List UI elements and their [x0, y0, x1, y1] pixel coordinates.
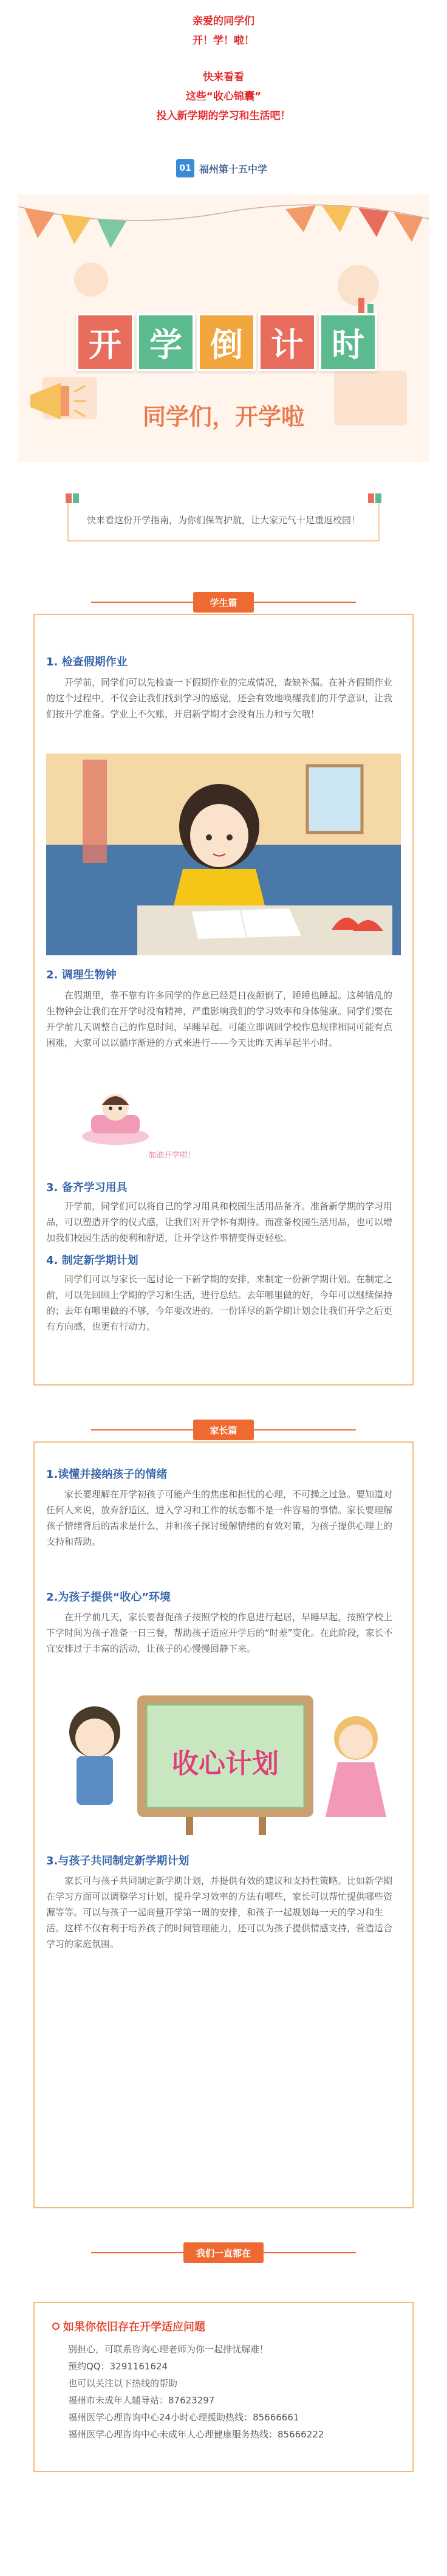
intro-text: 快来看这份开学指南，为你们保驾护航，让大家元气十足重返校园！ [86, 515, 360, 526]
board-text: 收心计划 [172, 1748, 279, 1779]
bullet-icon [52, 2323, 60, 2330]
contact-line: 别担心，可联系咨询心理老师为你一起排忧解难！ [68, 2344, 269, 2355]
countdown-tile: 计 [258, 313, 316, 371]
heading-accept-emotions: 1.读懂并接纳孩子的情绪 [46, 1468, 168, 1481]
contact-line: 也可以关注以下热线的帮助 [68, 2378, 178, 2389]
intro-cheer: 开！学！啦！ [193, 35, 254, 47]
school-name: 福州第十五中学 [199, 163, 268, 175]
school-tag [176, 159, 267, 177]
sticker-caption: 加油开学啦！ [148, 1151, 196, 1160]
intro-look: 快来看看 [203, 71, 244, 83]
sticker-illustration [73, 1088, 164, 1149]
school-number: 01 [176, 159, 194, 177]
contact-hotline[interactable]: 福州医学心理咨询中心未成年人心理健康服务热线：85666222 [68, 2429, 324, 2440]
intro-invite: 投入新学期的学习和生活吧！ [156, 110, 291, 122]
paragraph-body-clock: 在假期里，靠不靠有许多同学的作息已经是日夜颠倒了，睡睡也睡起。这种错乱的生物钟会让我们在开学时没有精神，严重影响我们的学习效率和身体健康。同学们要在开学前几天调整自己的作息时间，早睡早起。可能立即调回学校作息规律相同可能有点困难，大家可以以循序渐进的方式来进行——今天比昨天再早起半小时。 [46, 990, 393, 1048]
section-tag-student: 学生篇 [193, 592, 254, 613]
contact-hotline[interactable]: 福州市未成年人辅导站：87623297 [68, 2395, 215, 2406]
section-tag-parent: 家长篇 [193, 1420, 254, 1440]
contact-question: 如果你依旧存在开学适应问题 [63, 2321, 205, 2334]
countdown-tile: 倒 [197, 313, 256, 371]
paragraph-accept-emotions: 家长要理解在开学初孩子可能产生的焦虑和担忧的心理，不可操之过急。要知道对任何人来说，放弃舒适区，进入学习和工作的状态都不是一件容易的事情。家长要理解孩子情绪背后的需求是什么，并和孩子探讨缓解情绪的有效对策，为孩子提供心理上的支持和帮助。 [46, 1489, 393, 1547]
paragraph-school-supplies: 开学前，同学们可以将自己的学习用具和校园生活用品备齐。准备新学期的学习用品，可以塑造开学的仪式感，让我们对开学怀有期待。而准备校园生活用品，也可以增加我们校园生活的便利和舒适，让开学这件事情变得更轻松。 [46, 1201, 393, 1243]
contact-hotline[interactable]: 福州医学心理咨询中心24小时心理援助热线：85666661 [68, 2412, 299, 2423]
paragraph-check-homework: 开学前，同学们可以先检查一下假期作业的完成情况，查缺补漏。在补齐假期作业的这个过程中，不仅会让我们找到学习的感觉，还会有效地唤醒我们的开学意识，让我们按开学准备。学业上不欠账，开启新学期才会没有压力和亏欠哦！ [46, 677, 393, 720]
heading-calm-environment: 2.为孩子提供“收心”环境 [46, 1591, 171, 1604]
heading-joint-plan: 3.与孩子共同制定新学期计划 [46, 1855, 189, 1867]
paragraph-semester-plan: 同学们可以与家长一起讨论一下新学期的安排，来制定一份新学期计划。在制定之前，可以先回顾上学期的学习和生活，进行总结。去年哪里做的好，今年可以继续保持的；去年有哪里做的不够，今年要改进的。一份详尽的新学期计划会让我们开学之后更有方向感，也更有行动力。 [46, 1274, 393, 1332]
heading-body-clock: 2. 调理生物钟 [46, 969, 117, 981]
girl-studying-illustration [46, 754, 401, 955]
heading-semester-plan: 4. 制定新学期计划 [46, 1254, 138, 1267]
paragraph-joint-plan: 家长可与孩子共同制定新学期计划，并提供有效的建议和支持性策略。比如新学期在学习方面可以调整学习计划，提升学习效率的方法有哪些，家长可以帮忙提供哪些资源等等。可以与孩子一起商量开学第一周的安排，和孩子一起规划每一天的学习和生活。这样不仅有利于培养孩子的时间管理能力，还可以为孩子提供情感支持，营造适合学习的家庭氛围。 [46, 1875, 393, 1949]
heading-school-supplies: 3. 备齐学习用具 [46, 1181, 128, 1194]
countdown-tile: 时 [319, 313, 377, 371]
paragraph-calm-environment: 在开学前几天，家长要督促孩子按照学校的作息进行起居，早睡早起，按照学校上下学时间为孩子准备一日三餐，帮助孩子适应开学后的“时差”变化。在此阶段，家长不宜安排过于丰富的活动，让孩子的心慢慢回静下来。 [46, 1612, 393, 1654]
countdown-tile: 开 [76, 313, 134, 371]
section-tag-together: 我们一直都在 [183, 2242, 264, 2263]
contact-qq[interactable]: 预约QQ：3291161624 [68, 2361, 168, 2372]
banner-subtitle: 同学们，开学啦 [142, 404, 304, 430]
countdown-tile: 学 [137, 313, 195, 371]
intro-greeting: 亲爱的同学们 [193, 15, 254, 27]
countdown-banner [18, 194, 429, 462]
heading-check-homework: 1. 检查假期作业 [46, 656, 128, 668]
intro-tips: 这些“收心锦囊” [185, 91, 262, 103]
